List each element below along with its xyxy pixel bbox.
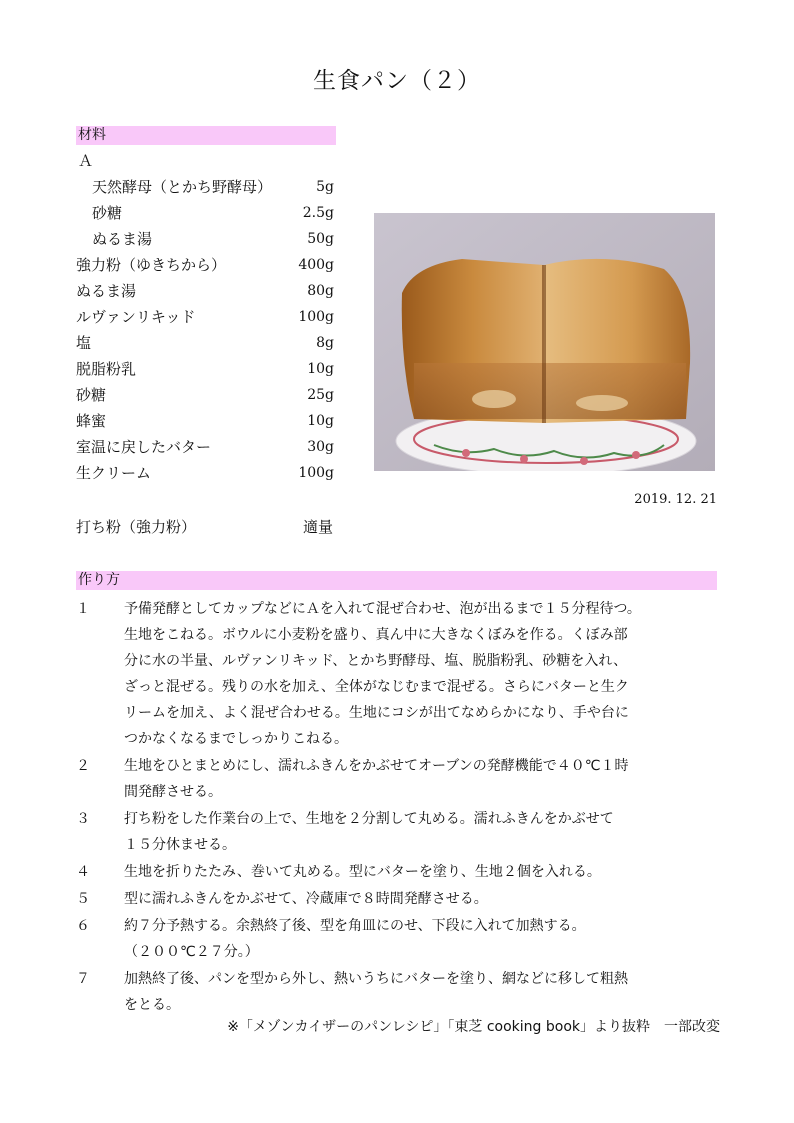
ingredient-row <box>76 226 342 252</box>
step-line: 生地をこねる。ボウルに小麦粉を盛り、真ん中に大きなくぼみを作る。くぼみ部 <box>124 627 628 643</box>
step-line: １５分休ませる。 <box>124 837 236 853</box>
ingredient-amount: 100g <box>298 309 334 325</box>
ingredient-amount: 50g <box>307 231 334 247</box>
date-stamp: 2019. 12. 21 <box>634 492 717 507</box>
method-header: 作り方 <box>76 571 717 590</box>
ingredient-amount: 80g <box>307 283 334 299</box>
step-line: 生地を折りたたみ、巻いて丸める。型にバターを塗り、生地２個を入れる。 <box>124 864 601 880</box>
source-note: ※「メゾンカイザーのパンレシピ」「東芝 cooking book」より抜粋 一部改変 <box>227 1019 720 1035</box>
ingredient-amount: 10g <box>307 361 334 377</box>
ingredient-row <box>76 330 342 356</box>
ingredient-row <box>76 252 342 278</box>
group-a-label: Ａ <box>78 152 94 170</box>
step-number: １ <box>76 601 90 617</box>
ingredient-row <box>76 304 342 330</box>
ingredient-amount: 8g <box>316 335 334 351</box>
ingredient-amount: 10g <box>307 413 334 429</box>
page-title: 生食パン（２） <box>313 68 481 94</box>
dusting-amount: 適量 <box>303 518 334 536</box>
ingredient-name: 生クリーム <box>76 464 152 482</box>
step-line: ざっと混ぜる。残りの水を加え、全体がなじむまで混ぜる。さらにバターと生ク <box>124 679 629 695</box>
step-number: ７ <box>76 971 90 987</box>
step-number: ６ <box>76 918 90 934</box>
ingredient-amount: 400g <box>298 257 334 273</box>
dusting-name: 打ち粉（強力粉） <box>76 518 197 536</box>
step-number: ４ <box>76 864 90 880</box>
ingredient-row <box>76 278 342 304</box>
step-number: ２ <box>76 758 90 774</box>
step-number: ５ <box>76 891 90 907</box>
ingredient-row <box>76 382 342 408</box>
step-line: 生地をひとまとめにし、濡れふきんをかぶせてオーブンの発酵機能で４０℃１時 <box>124 758 629 774</box>
ingredient-name: 脱脂粉乳 <box>76 360 137 378</box>
ingredient-name: ぬるま湯 <box>92 230 153 248</box>
ingredients-header: 材料 <box>76 126 336 145</box>
ingredient-name: 強力粉（ゆきちから） <box>76 256 227 274</box>
step-line: 約７分予熱する。余熱終了後、型を角皿にのせ、下段に入れて加熱する。 <box>124 918 586 934</box>
ingredient-row <box>76 174 342 200</box>
ingredient-name: 室温に戻したバター <box>76 438 212 456</box>
step-line: 予備発酵としてカップなどにＡを入れて混ぜ合わせ、泡が出るまで１５分程待つ。 <box>124 601 641 617</box>
step-line: つかなくなるまでしっかりこねる。 <box>124 731 348 747</box>
ingredient-row <box>76 356 342 382</box>
step-line: 打ち粉をした作業台の上で、生地を２分割して丸める。濡れふきんをかぶせて <box>124 811 614 827</box>
ingredient-amount: 100g <box>298 465 334 481</box>
step-line: 加熱終了後、パンを型から外し、熱いうちにバターを塗り、網などに移して粗熱 <box>124 971 628 987</box>
ingredient-name: 塩 <box>76 334 92 352</box>
ingredient-amount: 2.5g <box>302 205 334 221</box>
step-line: 分に水の半量、ルヴァンリキッド、とかち野酵母、塩、脱脂粉乳、砂糖を入れ、 <box>124 653 628 669</box>
step-line: リームを加え、よく混ぜ合わせる。生地にコシが出てなめらかになり、手や台に <box>124 705 629 721</box>
ingredient-amount: 30g <box>307 439 334 455</box>
ingredient-row <box>76 408 342 434</box>
ingredient-name: 天然酵母（とかち野酵母） <box>92 178 273 196</box>
step-number: ３ <box>76 811 90 827</box>
ingredient-name: 蜂蜜 <box>76 412 107 430</box>
step-line: （２００℃２７分。） <box>124 944 259 960</box>
dusting-row <box>76 514 342 540</box>
ingredient-name: 砂糖 <box>76 386 107 404</box>
ingredient-amount: 5g <box>316 179 334 195</box>
ingredient-row <box>76 200 342 226</box>
ingredient-name: 砂糖 <box>92 204 123 222</box>
ingredient-name: ぬるま湯 <box>76 282 137 300</box>
step-line: 型に濡れふきんをかぶせて、冷蔵庫で８時間発酵させる。 <box>124 891 488 907</box>
ingredient-row <box>76 434 342 460</box>
bread-photo <box>374 213 715 471</box>
step-line: 間発酵させる。 <box>124 784 222 800</box>
step-line: をとる。 <box>124 997 180 1013</box>
ingredient-name: ルヴァンリキッド <box>76 308 196 326</box>
ingredient-amount: 25g <box>307 387 334 403</box>
ingredient-row <box>76 460 342 486</box>
